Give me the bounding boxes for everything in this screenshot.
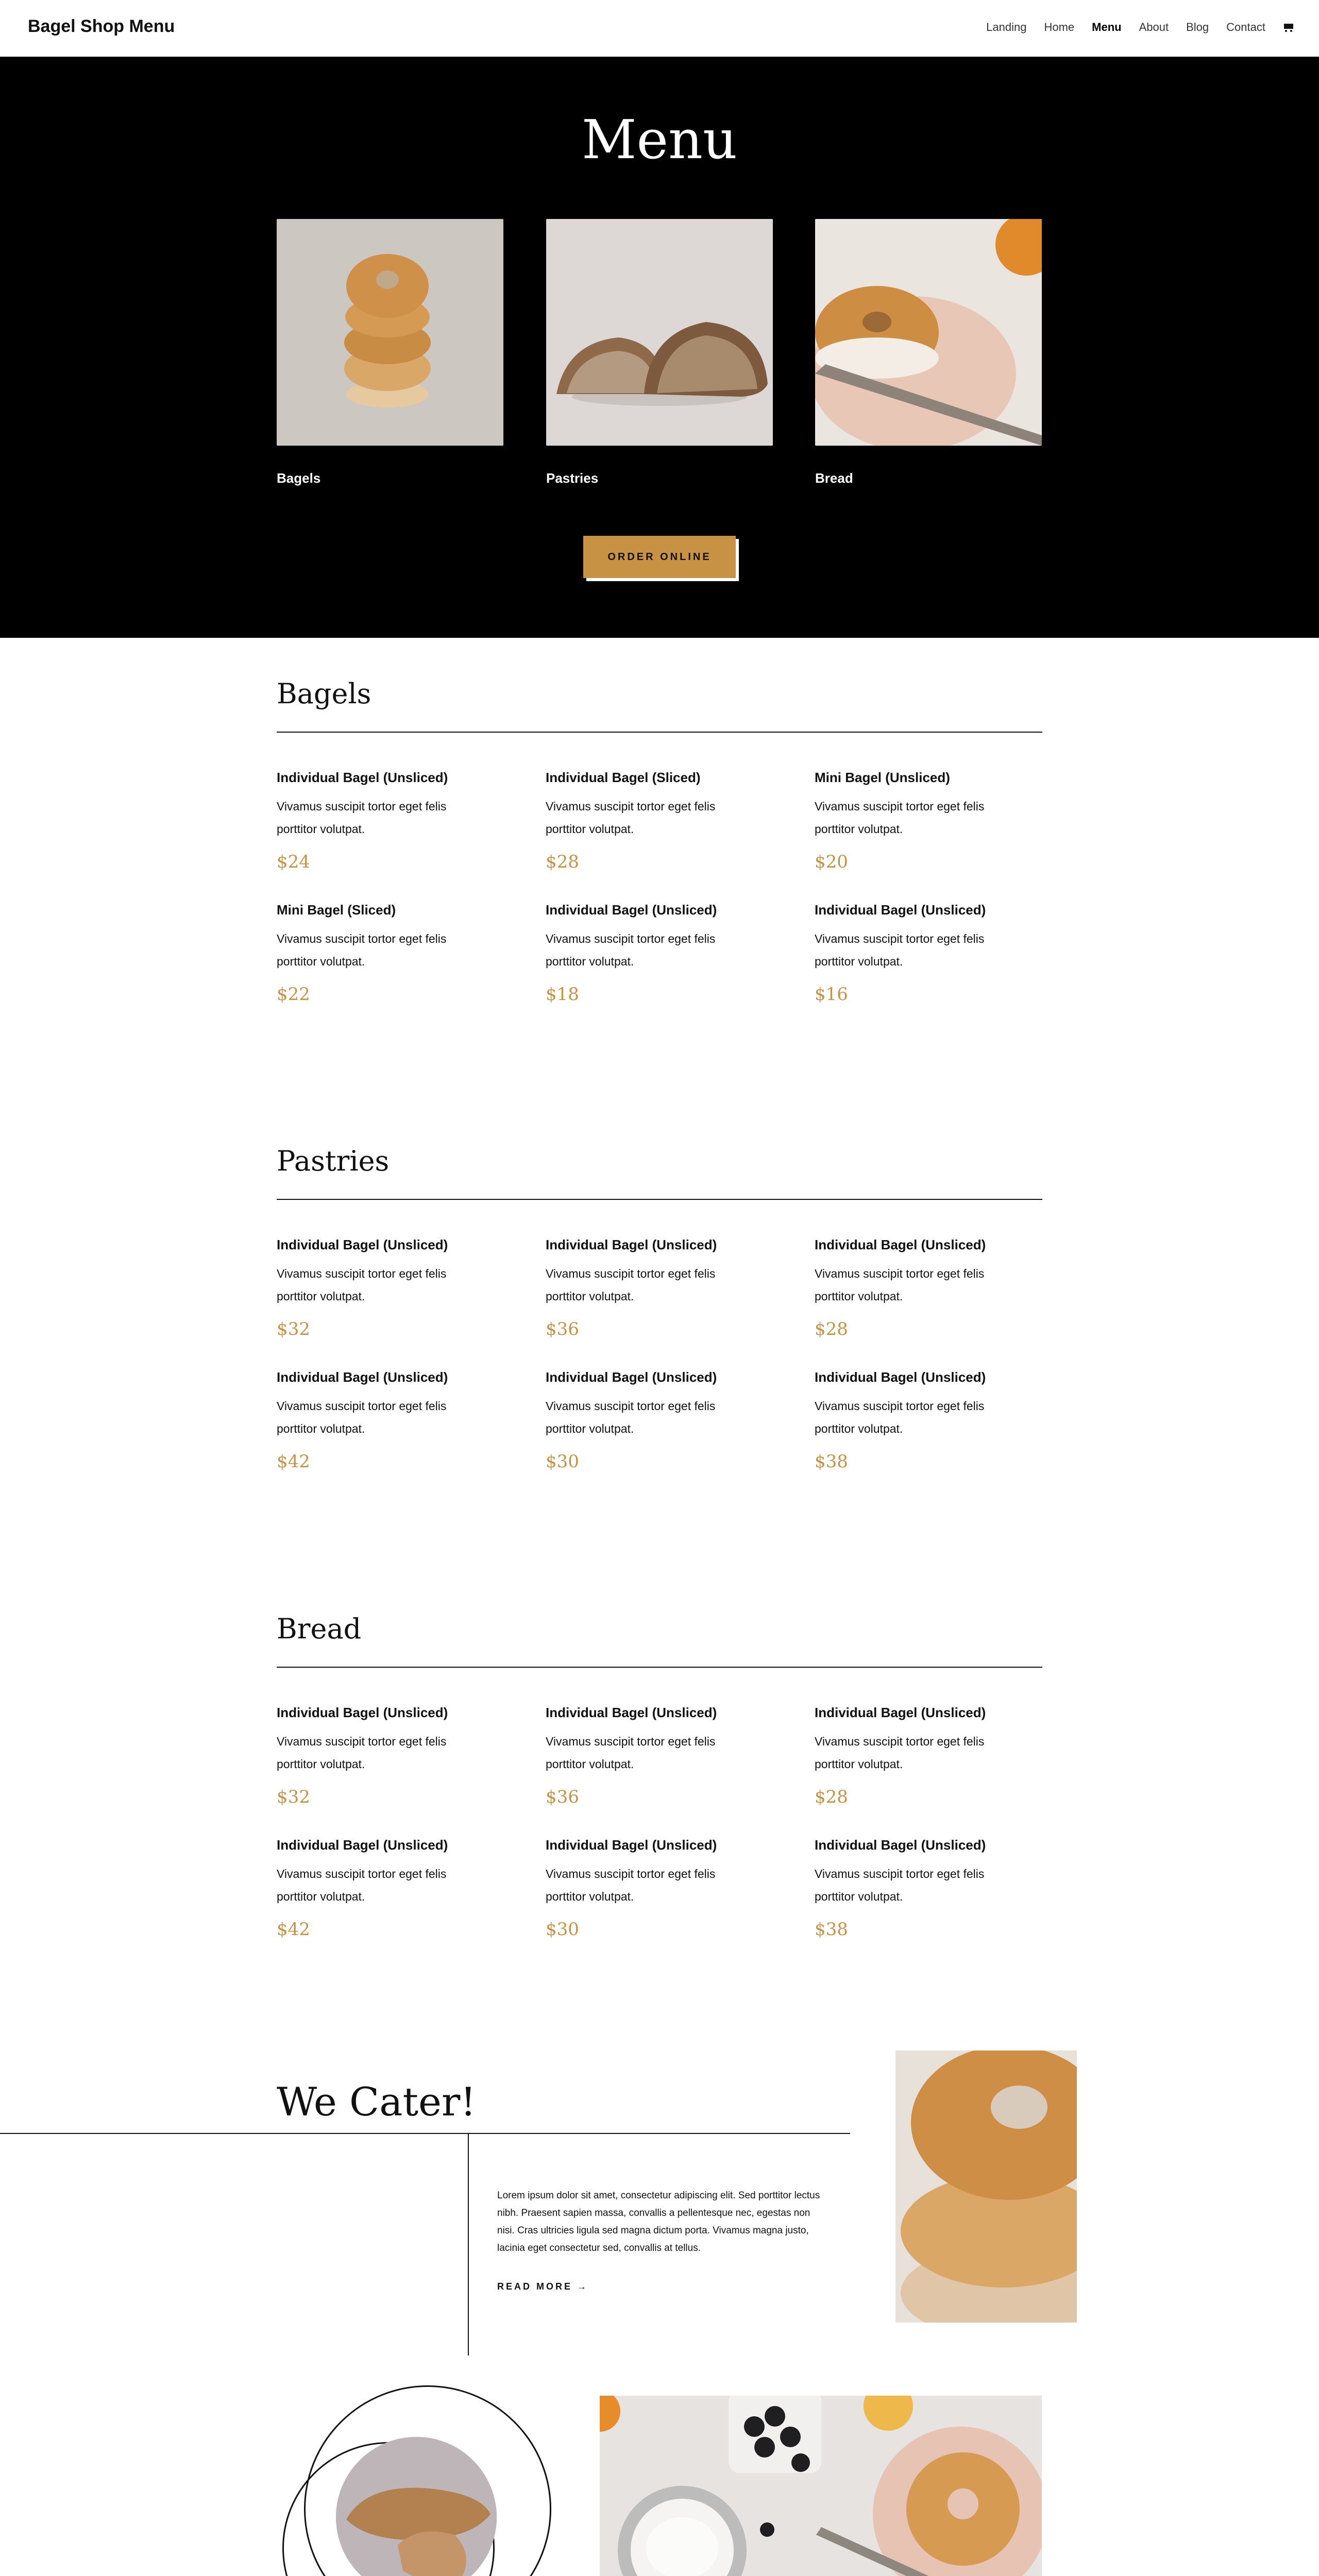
section-title: Bread	[277, 1613, 362, 1645]
menu-item-price: $42	[277, 1451, 310, 1472]
menu-item	[277, 1237, 546, 1340]
menu-item-price: $38	[815, 1919, 848, 1940]
site-header	[0, 0, 1319, 57]
category-bread[interactable]	[815, 219, 1042, 486]
menu-item-price: $38	[815, 1451, 848, 1472]
menu-item-price: $32	[277, 1319, 310, 1340]
section-divider	[277, 1199, 1042, 1200]
category-label: Bread	[815, 470, 853, 486]
menu-item-name: Individual Bagel (Unsliced)	[815, 1237, 986, 1252]
menu-item-desc: Vivamus suscipit tortor eget felis porttitor volutpat.	[277, 932, 447, 968]
menu-item-name: Individual Bagel (Unsliced)	[815, 1369, 986, 1385]
menu-item-name: Individual Bagel (Unsliced)	[277, 1837, 448, 1853]
menu-item-price: $30	[546, 1451, 579, 1472]
breakfast-plate-image	[600, 2396, 1042, 2576]
menu-item-price: $28	[815, 1787, 848, 1807]
menu-item-desc: Vivamus suscipit tortor eget felis porttitor volutpat.	[277, 1735, 447, 1771]
category-pastries[interactable]	[546, 219, 773, 486]
section-divider	[277, 732, 1042, 733]
menu-item-desc: Vivamus suscipit tortor eget felis porttitor volutpat.	[815, 932, 985, 968]
category-bagels[interactable]	[277, 219, 503, 486]
section-bagels	[277, 677, 1042, 1005]
menu-item	[546, 1369, 815, 1472]
menu-item-price: $22	[277, 984, 310, 1005]
menu-item	[815, 1237, 1042, 1340]
menu-item-desc: Vivamus suscipit tortor eget felis porttitor volutpat.	[815, 1267, 985, 1303]
section-title: Bagels	[277, 677, 371, 710]
nav-contact[interactable]: Contact	[1226, 21, 1265, 33]
menu-item	[546, 1237, 815, 1340]
menu-grid	[277, 1705, 1042, 1940]
menu-item-name: Individual Bagel (Sliced)	[546, 770, 701, 785]
menu-item-name: Mini Bagel (Sliced)	[277, 902, 396, 918]
menu-item	[277, 902, 546, 1005]
menu-item-price: $20	[815, 852, 848, 872]
menu-item	[815, 1369, 1042, 1472]
menu-item	[546, 1705, 815, 1807]
category-label: Pastries	[546, 470, 599, 486]
order-online-button[interactable]: ORDER ONLINE	[583, 536, 736, 578]
menu-item-desc: Vivamus suscipit tortor eget felis porttitor volutpat.	[277, 1867, 447, 1903]
section-divider	[277, 1667, 1042, 1668]
menu-item	[277, 1705, 546, 1807]
menu-item-price: $30	[546, 1919, 579, 1940]
menu-item-name: Individual Bagel (Unsliced)	[277, 770, 448, 785]
category-label: Bagels	[277, 470, 321, 486]
menu-item-price: $36	[546, 1319, 579, 1340]
section-bread	[277, 1613, 1042, 1940]
menu-item-desc: Vivamus suscipit tortor eget felis porttitor volutpat.	[546, 1267, 716, 1303]
cater-vertical-line	[468, 2133, 469, 2355]
section-pastries	[277, 1145, 1042, 1472]
menu-item-price: $18	[546, 984, 579, 1005]
menu-item-desc: Vivamus suscipit tortor eget felis porttitor volutpat.	[546, 1399, 716, 1435]
menu-item	[546, 1837, 815, 1940]
page-title: Menu	[582, 108, 737, 171]
main-nav	[986, 21, 1294, 34]
bagels-image	[277, 219, 503, 446]
section-title: Pastries	[277, 1145, 390, 1177]
menu-item-price: $28	[546, 852, 579, 872]
menu-item-desc: Vivamus suscipit tortor eget felis porttitor volutpat.	[546, 800, 716, 836]
menu-item	[546, 770, 815, 872]
menu-item	[277, 770, 546, 872]
menu-item-desc: Vivamus suscipit tortor eget felis porttitor volutpat.	[277, 1399, 447, 1435]
menu-item	[277, 1837, 546, 1940]
menu-item-price: $36	[546, 1787, 579, 1807]
menu-item-name: Individual Bagel (Unsliced)	[546, 1369, 717, 1385]
menu-item-desc: Vivamus suscipit tortor eget felis porttitor volutpat.	[546, 1867, 716, 1903]
menu-item-name: Individual Bagel (Unsliced)	[546, 1705, 717, 1720]
menu-item-name: Individual Bagel (Unsliced)	[815, 902, 986, 918]
site-logo[interactable]: Bagel Shop Menu	[28, 16, 175, 36]
menu-item-name: Individual Bagel (Unsliced)	[277, 1237, 448, 1252]
menu-item-desc: Vivamus suscipit tortor eget felis porttitor volutpat.	[277, 800, 447, 836]
menu-item-desc: Vivamus suscipit tortor eget felis porttitor volutpat.	[815, 800, 985, 836]
menu-item-name: Mini Bagel (Unsliced)	[815, 770, 950, 785]
nav-landing[interactable]: Landing	[986, 21, 1027, 33]
menu-item-desc: Vivamus suscipit tortor eget felis porttitor volutpat.	[546, 1735, 716, 1771]
menu-item-price: $24	[277, 852, 310, 872]
menu-item	[815, 770, 1042, 872]
menu-item-name: Individual Bagel (Unsliced)	[277, 1369, 448, 1385]
nav-about[interactable]: About	[1139, 21, 1169, 33]
menu-item-price: $28	[815, 1319, 848, 1340]
menu-item-name: Individual Bagel (Unsliced)	[546, 902, 717, 918]
menu-item-desc: Vivamus suscipit tortor eget felis porttitor volutpat.	[546, 932, 716, 968]
menu-grid	[277, 1237, 1042, 1472]
menu-item-name: Individual Bagel (Unsliced)	[546, 1837, 717, 1853]
menu-item	[815, 1837, 1042, 1940]
nav-menu[interactable]: Menu	[1092, 21, 1122, 33]
menu-item-name: Individual Bagel (Unsliced)	[277, 1705, 448, 1720]
cater-divider	[0, 2133, 850, 2134]
cart-icon[interactable]	[1283, 23, 1294, 32]
menu-grid	[277, 770, 1042, 1005]
cater-bagel-image	[895, 2050, 1077, 2323]
menu-item-price: $32	[277, 1787, 310, 1807]
menu-item-desc: Vivamus suscipit tortor eget felis porttitor volutpat.	[815, 1735, 985, 1771]
cater-title: We Cater!	[277, 2079, 476, 2125]
nav-home[interactable]: Home	[1044, 21, 1075, 33]
nav-blog[interactable]: Blog	[1186, 21, 1209, 33]
pastries-image	[546, 219, 773, 446]
menu-item-desc: Vivamus suscipit tortor eget felis porttitor volutpat.	[815, 1399, 985, 1435]
menu-item-price: $42	[277, 1919, 310, 1940]
menu-item-desc: Vivamus suscipit tortor eget felis porttitor volutpat.	[277, 1267, 447, 1303]
menu-item	[815, 902, 1042, 1005]
menu-item	[546, 902, 815, 1005]
menu-item-name: Individual Bagel (Unsliced)	[815, 1705, 986, 1720]
menu-item-desc: Vivamus suscipit tortor eget felis porttitor volutpat.	[815, 1867, 985, 1903]
menu-item-price: $16	[815, 984, 848, 1005]
cater-text: Lorem ipsum dolor sit amet, consectetur adipiscing elit. Sed porttitor lectus nibh. Praesent sapien massa, convallis a pellentesque nec, egestas non nisi. Cras ultricies ligula sed magna dictum porta. Vivamus magna justo, lacinia eget consectetur sed, convallis at tellus.	[497, 2190, 820, 2253]
read-more-link[interactable]: READ MORE →	[497, 2281, 589, 2292]
menu-item-name: Individual Bagel (Unsliced)	[815, 1837, 986, 1853]
menu-item	[277, 1369, 546, 1472]
bread-image	[815, 219, 1042, 446]
menu-item-name: Individual Bagel (Unsliced)	[546, 1237, 717, 1252]
hero-section	[0, 57, 1319, 638]
menu-item	[815, 1705, 1042, 1807]
